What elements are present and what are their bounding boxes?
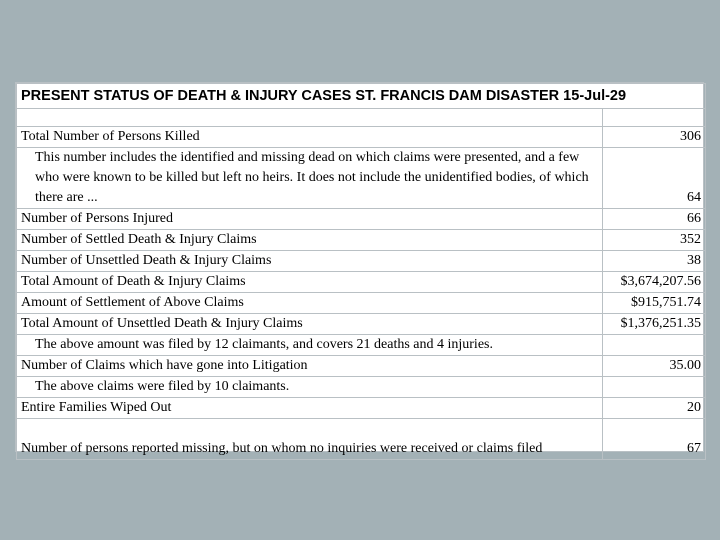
- row-note: The above amount was filed by 12 claimants, and covers 21 deaths and 4 injuries.: [17, 335, 603, 356]
- table-row: [17, 148, 706, 209]
- row-note: This number includes the identified and missing dead on which claims were presented, and a few who were known to be killed but left no heirs. It does not include the unidentified bodies, of which there are ...: [17, 148, 603, 209]
- table-row: [17, 293, 706, 314]
- table-row: [17, 335, 706, 356]
- blank-row: [17, 109, 706, 127]
- table-row: [17, 127, 706, 148]
- table-row: [17, 377, 706, 398]
- row-label: Number of Settled Death & Injury Claims: [17, 230, 603, 251]
- table-title: PRESENT STATUS OF DEATH & INJURY CASES ST. FRANCIS DAM DISASTER 15-Jul-29: [17, 84, 706, 109]
- title-row: [17, 84, 706, 109]
- status-table: [16, 83, 706, 460]
- table-row: [17, 419, 706, 460]
- row-label: Number of Persons Injured: [17, 209, 603, 230]
- row-label: Number of persons reported missing, but on whom no inquiries were received or claims filed: [17, 419, 603, 460]
- table-row: [17, 272, 706, 293]
- row-label: Number of Claims which have gone into Litigation: [17, 356, 603, 377]
- blank-cell: [17, 109, 603, 127]
- row-value: 20: [603, 398, 706, 419]
- row-label: Total Amount of Unsettled Death & Injury Claims: [17, 314, 603, 335]
- table-row: [17, 209, 706, 230]
- table-row: [17, 251, 706, 272]
- row-label: Total Number of Persons Killed: [17, 127, 603, 148]
- row-note: The above claims were filed by 10 claimants.: [17, 377, 603, 398]
- row-label: Number of Unsettled Death & Injury Claims: [17, 251, 603, 272]
- row-value: 64: [603, 148, 706, 209]
- row-value: $1,376,251.35: [603, 314, 706, 335]
- row-label: Total Amount of Death & Injury Claims: [17, 272, 603, 293]
- row-value: $915,751.74: [603, 293, 706, 314]
- blank-cell: [603, 109, 706, 127]
- row-value: 352: [603, 230, 706, 251]
- row-value: 38: [603, 251, 706, 272]
- row-value: 35.00: [603, 356, 706, 377]
- row-label: Amount of Settlement of Above Claims: [17, 293, 603, 314]
- row-value: [603, 335, 706, 356]
- table-row: [17, 356, 706, 377]
- row-value: $3,674,207.56: [603, 272, 706, 293]
- row-value: 306: [603, 127, 706, 148]
- spreadsheet-table-container: [15, 82, 704, 456]
- table-row: [17, 314, 706, 335]
- row-value: 67: [603, 419, 706, 460]
- row-label: Entire Families Wiped Out: [17, 398, 603, 419]
- row-value: [603, 377, 706, 398]
- table-row: [17, 230, 706, 251]
- table-row: [17, 398, 706, 419]
- row-value: 66: [603, 209, 706, 230]
